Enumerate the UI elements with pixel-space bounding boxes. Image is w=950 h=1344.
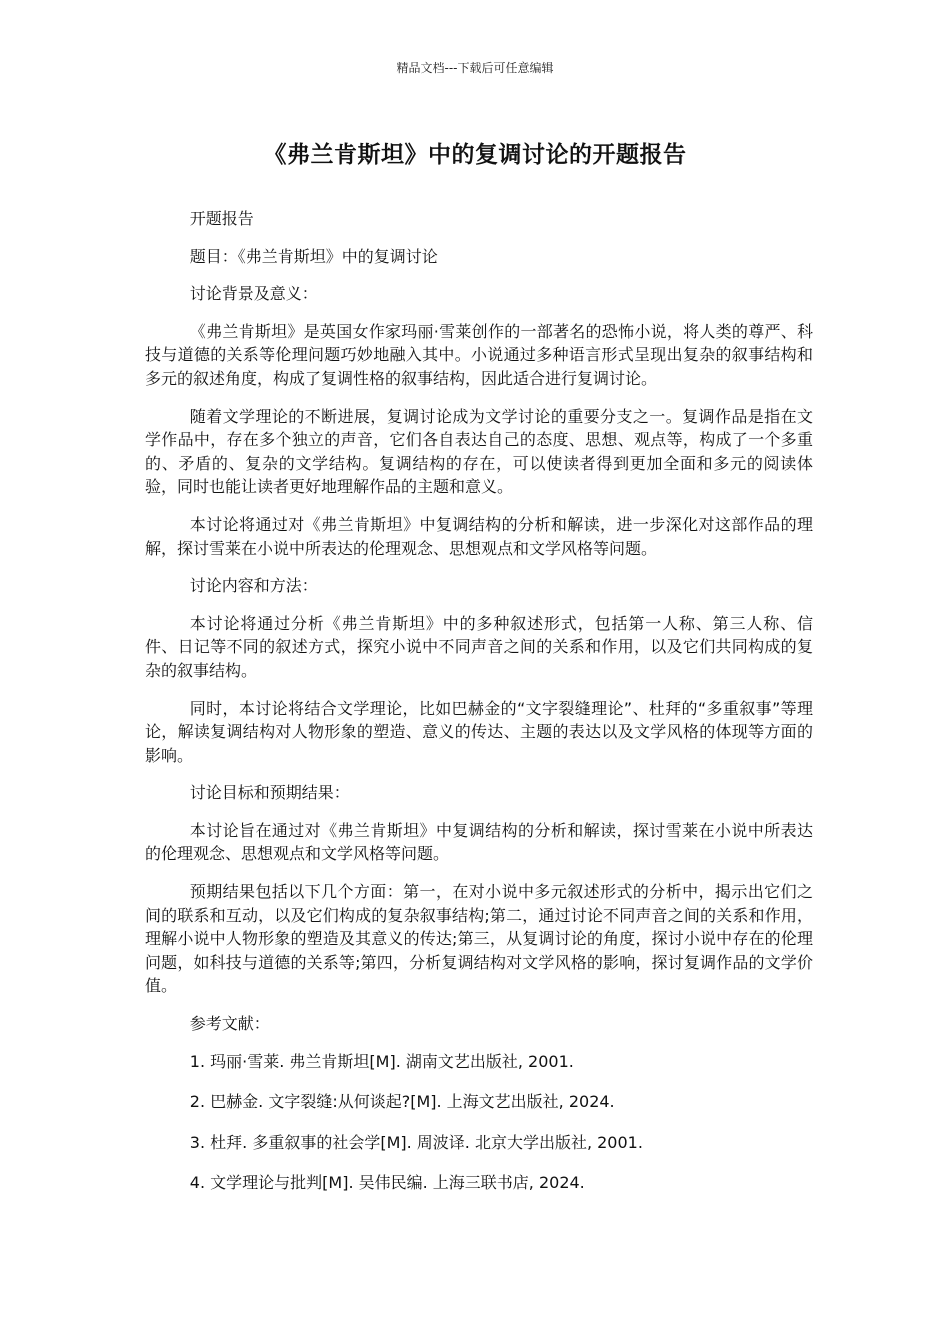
page-header-note: 精品文档---下载后可任意编辑	[396, 61, 554, 75]
section-label-report: 开题报告	[189, 209, 254, 228]
section-heading-goals: 讨论目标和预期结果：	[189, 783, 350, 803]
section-heading-background: 讨论背景及意义：	[189, 284, 318, 304]
section-heading-references: 参考文献：	[189, 1014, 270, 1034]
document-title: 《弗兰肯斯坦》中的复调讨论的开题报告	[263, 142, 687, 168]
body-paragraph: 《弗兰肯斯坦》是英国女作家玛丽·雪莱创作的一部著名的恐怖小说，将人类的尊严、科技与道德的关系等伦理问题巧妙地融入其中。小说通过多种语言形式呈现出复杂的叙事结构和多元的叙述角度，构成了复调性格的叙事结构，因此适合进行复调讨论。	[145, 321, 813, 388]
document-body	[145, 207, 813, 1212]
reference-item: 1. 玛丽·雪莱. 弗兰肯斯坦[M]. 湖南文艺出版社, 2001.	[189, 1051, 574, 1071]
body-paragraph: 随着文学理论的不断进展，复调讨论成为文学讨论的重要分支之一。复调作品是指在文学作品中，存在多个独立的声音，它们各自表达自己的态度、思想、观点等，构成了一个多重的、矛盾的、复杂的文学结构。复调结构的存在，可以使读者得到更加全面和多元的阅读体验，同时也能让读者更好地理解作品的主题和意义。	[145, 406, 813, 497]
body-paragraph: 本讨论旨在通过对《弗兰肯斯坦》中复调结构的分析和解读，探讨雪莱在小说中所表达的伦理观念、思想观点和文学风格等问题。	[145, 820, 813, 864]
reference-item: 4. 文学理论与批判[M]. 吴伟民编. 上海三联书店, 2024.	[189, 1173, 585, 1193]
topic-line: 题目：《弗兰肯斯坦》中的复调讨论	[189, 246, 438, 266]
body-paragraph: 本讨论将通过分析《弗兰肯斯坦》中的多种叙述形式，包括第一人称、第三人称、信件、日记等不同的叙述方式，探究小说中不同声音之间的关系和作用，以及它们共同构成的复杂的叙事结构。	[145, 613, 813, 680]
body-paragraph: 同时，本讨论将结合文学理论，比如巴赫金的“文字裂缝理论”、杜拜的“多重叙事”等理论，解读复调结构对人物形象的塑造、意义的传达、主题的表达以及文学风格的体现等方面的影响。	[145, 698, 813, 765]
section-heading-content-method: 讨论内容和方法：	[189, 576, 318, 596]
reference-item: 2. 巴赫金. 文字裂缝:从何谈起?[M]. 上海文艺出版社, 2024.	[189, 1092, 615, 1112]
reference-item: 3. 杜拜. 多重叙事的社会学[M]. 周波译. 北京大学出版社, 2001.	[189, 1132, 643, 1152]
body-paragraph: 本讨论将通过对《弗兰肯斯坦》中复调结构的分析和解读，进一步深化对这部作品的理解，探讨雪莱在小说中所表达的伦理观念、思想观点和文学风格等问题。	[145, 514, 813, 558]
body-paragraph: 预期结果包括以下几个方面：第一，在对小说中多元叙述形式的分析中，揭示出它们之间的联系和互动，以及它们构成的复杂叙事结构;第二，通过讨论不同声音之间的关系和作用，理解小说中人物形象的塑造及其意义的传达;第三，从复调讨论的角度，探讨小说中存在的伦理问题，如科技与道德的关系等;第四，分析复调结构对文学风格的影响，探讨复调作品的文学价值。	[145, 882, 813, 996]
